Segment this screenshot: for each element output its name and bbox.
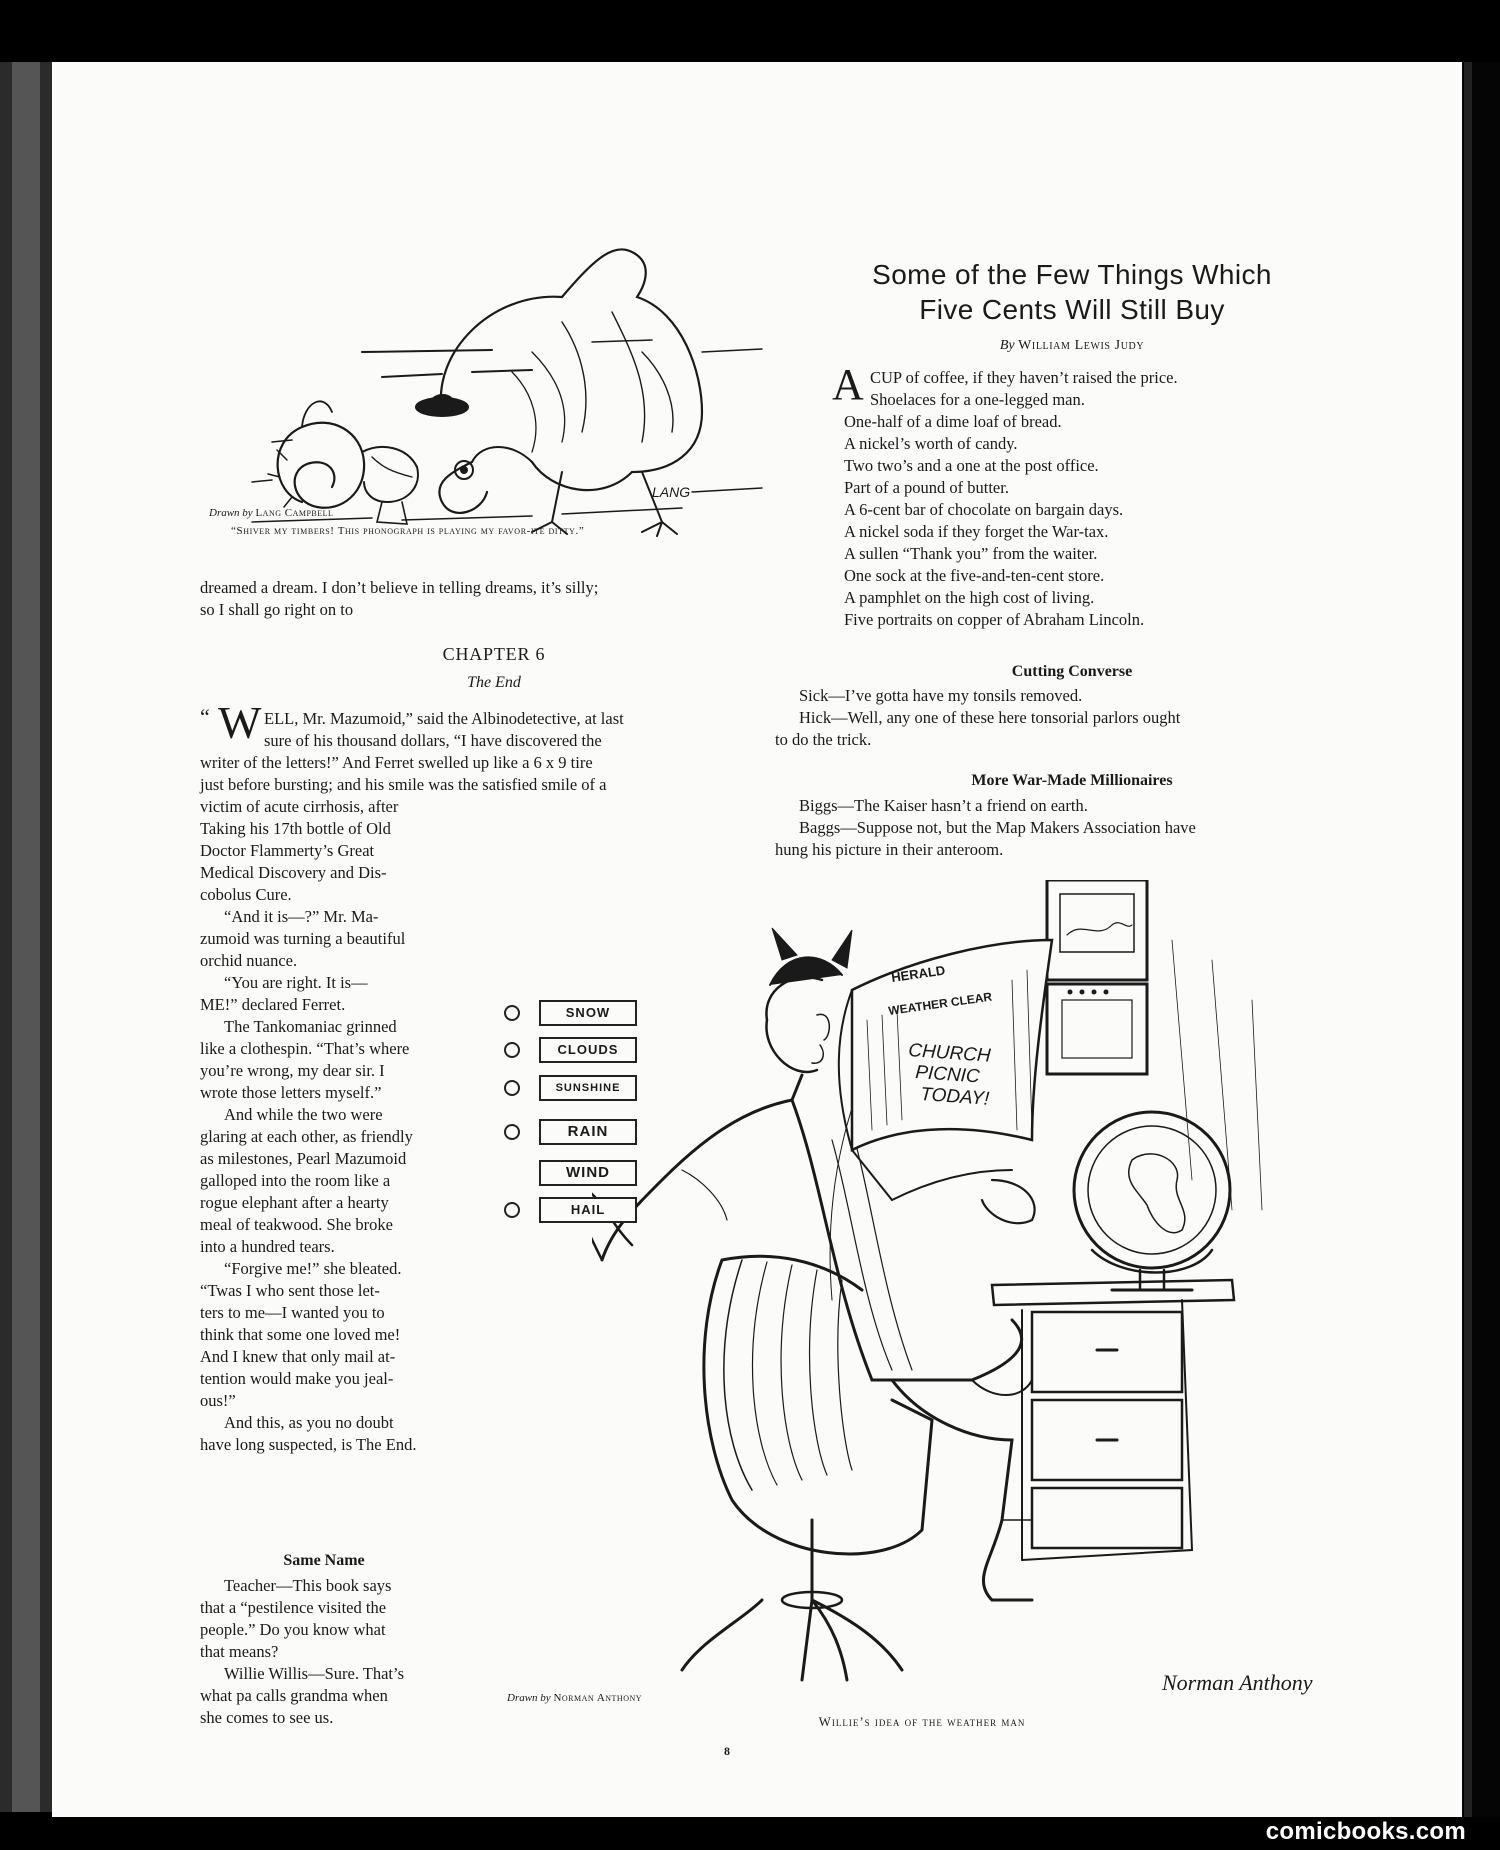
rain-button: RAIN <box>539 1119 637 1145</box>
five-cents-title: Some of the Few Things Which Five Cents Will Still Buy <box>872 259 1272 325</box>
same-name-joke: Teacher—This book says that a “pestilence visited the people.” Do you know what that means? Willie Willis—Sure. That’s what pa calls grandma when she comes to see us. <box>200 1576 405 1727</box>
next-page-edge <box>1462 62 1500 1817</box>
five-cents-byline: By William Lewis Judy <box>999 338 1145 353</box>
goose-cartoon-caption: “Shiver my timbers! This phonograph is playing my favor-ite ditty.” <box>231 525 585 537</box>
five-cents-dropcap: A <box>832 360 864 409</box>
chapter-title: CHAPTER 6 <box>442 644 546 664</box>
watermark-logo: comicbooks.com <box>1265 1818 1466 1845</box>
binding-spine-inner <box>12 62 40 1812</box>
cutting-converse-heading: Cutting Converse <box>1011 663 1133 680</box>
snow-knob <box>504 1005 520 1021</box>
weather-cartoon-credit: Drawn by Norman Anthony <box>507 1692 643 1704</box>
goose-cartoon-credit: Drawn by Lang Campbell <box>209 507 334 519</box>
story-intro: dreamed a dream. I don’t believe in telling dreams, it’s silly; so I shall go right on to <box>200 578 599 619</box>
weather-cartoon-caption: Willie’s idea of the weather man <box>818 1714 1026 1729</box>
cutting-converse-joke: Sick—I’ve gotta have my tonsils removed. Hick—Well, any one of these here tonsorial parlors ought to do the trick. <box>775 686 1181 749</box>
hail-knob <box>504 1202 520 1218</box>
millionaires-heading: More War-Made Millionaires <box>971 772 1173 789</box>
same-name-heading: Same Name <box>283 1552 365 1569</box>
magazine-page <box>52 62 1462 1817</box>
millionaires-joke: Biggs—The Kaiser hasn’t a friend on earth. Baggs—Suppose not, but the Map Makers Association have hung his picture in their anteroom. <box>775 796 1196 859</box>
clouds-button: CLOUDS <box>539 1037 637 1063</box>
newspaper-headline-1: CHURCH <box>907 1040 992 1067</box>
five-cents-list: A CUP of coffee, if they haven’t raised the price. Shoelaces for a one-legged man. One-half of a dime loaf of bread. A nickel’s worth of candy. Two two’s and a one at the post office. Part of a pound of butter. A 6-cent bar of chocolate on bargain days. A nickel soda if they forget the War-tax. A sullen “Thank you” from the waiter. One sock at the five-and-ten-cent store. A pamphlet on the high cost of living. Five portraits on copper of Abraham Lincoln. <box>832 360 1178 629</box>
sunshine-button: SUNSHINE <box>539 1075 637 1101</box>
sunshine-knob <box>504 1080 520 1096</box>
story-dropcap: W <box>218 697 262 748</box>
newspaper-headline-2: PICNIC <box>914 1062 981 1088</box>
chapter-subtitle: The End <box>467 674 521 691</box>
newspaper-masthead: HERALD <box>890 962 947 985</box>
goose-phonograph-illustration <box>232 202 792 552</box>
page-number: 8 <box>724 1744 730 1758</box>
snow-button: SNOW <box>539 1000 637 1026</box>
story-narrow-column: victim of acute cirrhosis, after Taking his 17th bottle of Old Doctor Flammerty’s Great Medical Discovery and Dis- cobolus Cure. “And it is—?” Mr. Ma- zumoid was turning a beautiful orchid nuance. “You are right. It is— ME!” declared Ferret. The Tankomaniac grinned like a clothespin. “That’s where you’re wrong, my dear sir. I wrote those letters myself.” And while the two were glaring at each other, as friendly as milestones, Pearl Mazumoid galloped into the room like a rogue elephant after a hearty meal of teakwood. She broke into a hundred tears. “Forgive me!” she bleated. “Twas I who sent those let- ters to me—I wanted you to think that some one loved me! And I knew that only mail at- tention would make you jeal- ous!” And this, as you no doubt have long suspected, is The End. <box>200 797 417 1454</box>
story-opening: “ W ELL, Mr. Mazumoid,” said the Albinodetective, at last sure of his thousand dollars, “I have discovered the writer of the letters!” And Ferret swelled up like a 6 x 9 tire just before bursting; and his smile was the satisfied smile of a <box>200 697 624 794</box>
rain-knob <box>504 1124 520 1140</box>
weather-man-illustration <box>592 880 1392 1720</box>
hail-button: HAIL <box>539 1197 637 1223</box>
newspaper-headline-3: TODAY! <box>919 1084 990 1110</box>
lang-signature: LANG <box>652 484 691 500</box>
anthony-signature: Norman Anthony <box>1162 1670 1313 1695</box>
clouds-knob <box>504 1042 520 1058</box>
wind-button: WIND <box>539 1160 637 1186</box>
newspaper-subhead: WEATHER CLEAR <box>887 989 993 1018</box>
